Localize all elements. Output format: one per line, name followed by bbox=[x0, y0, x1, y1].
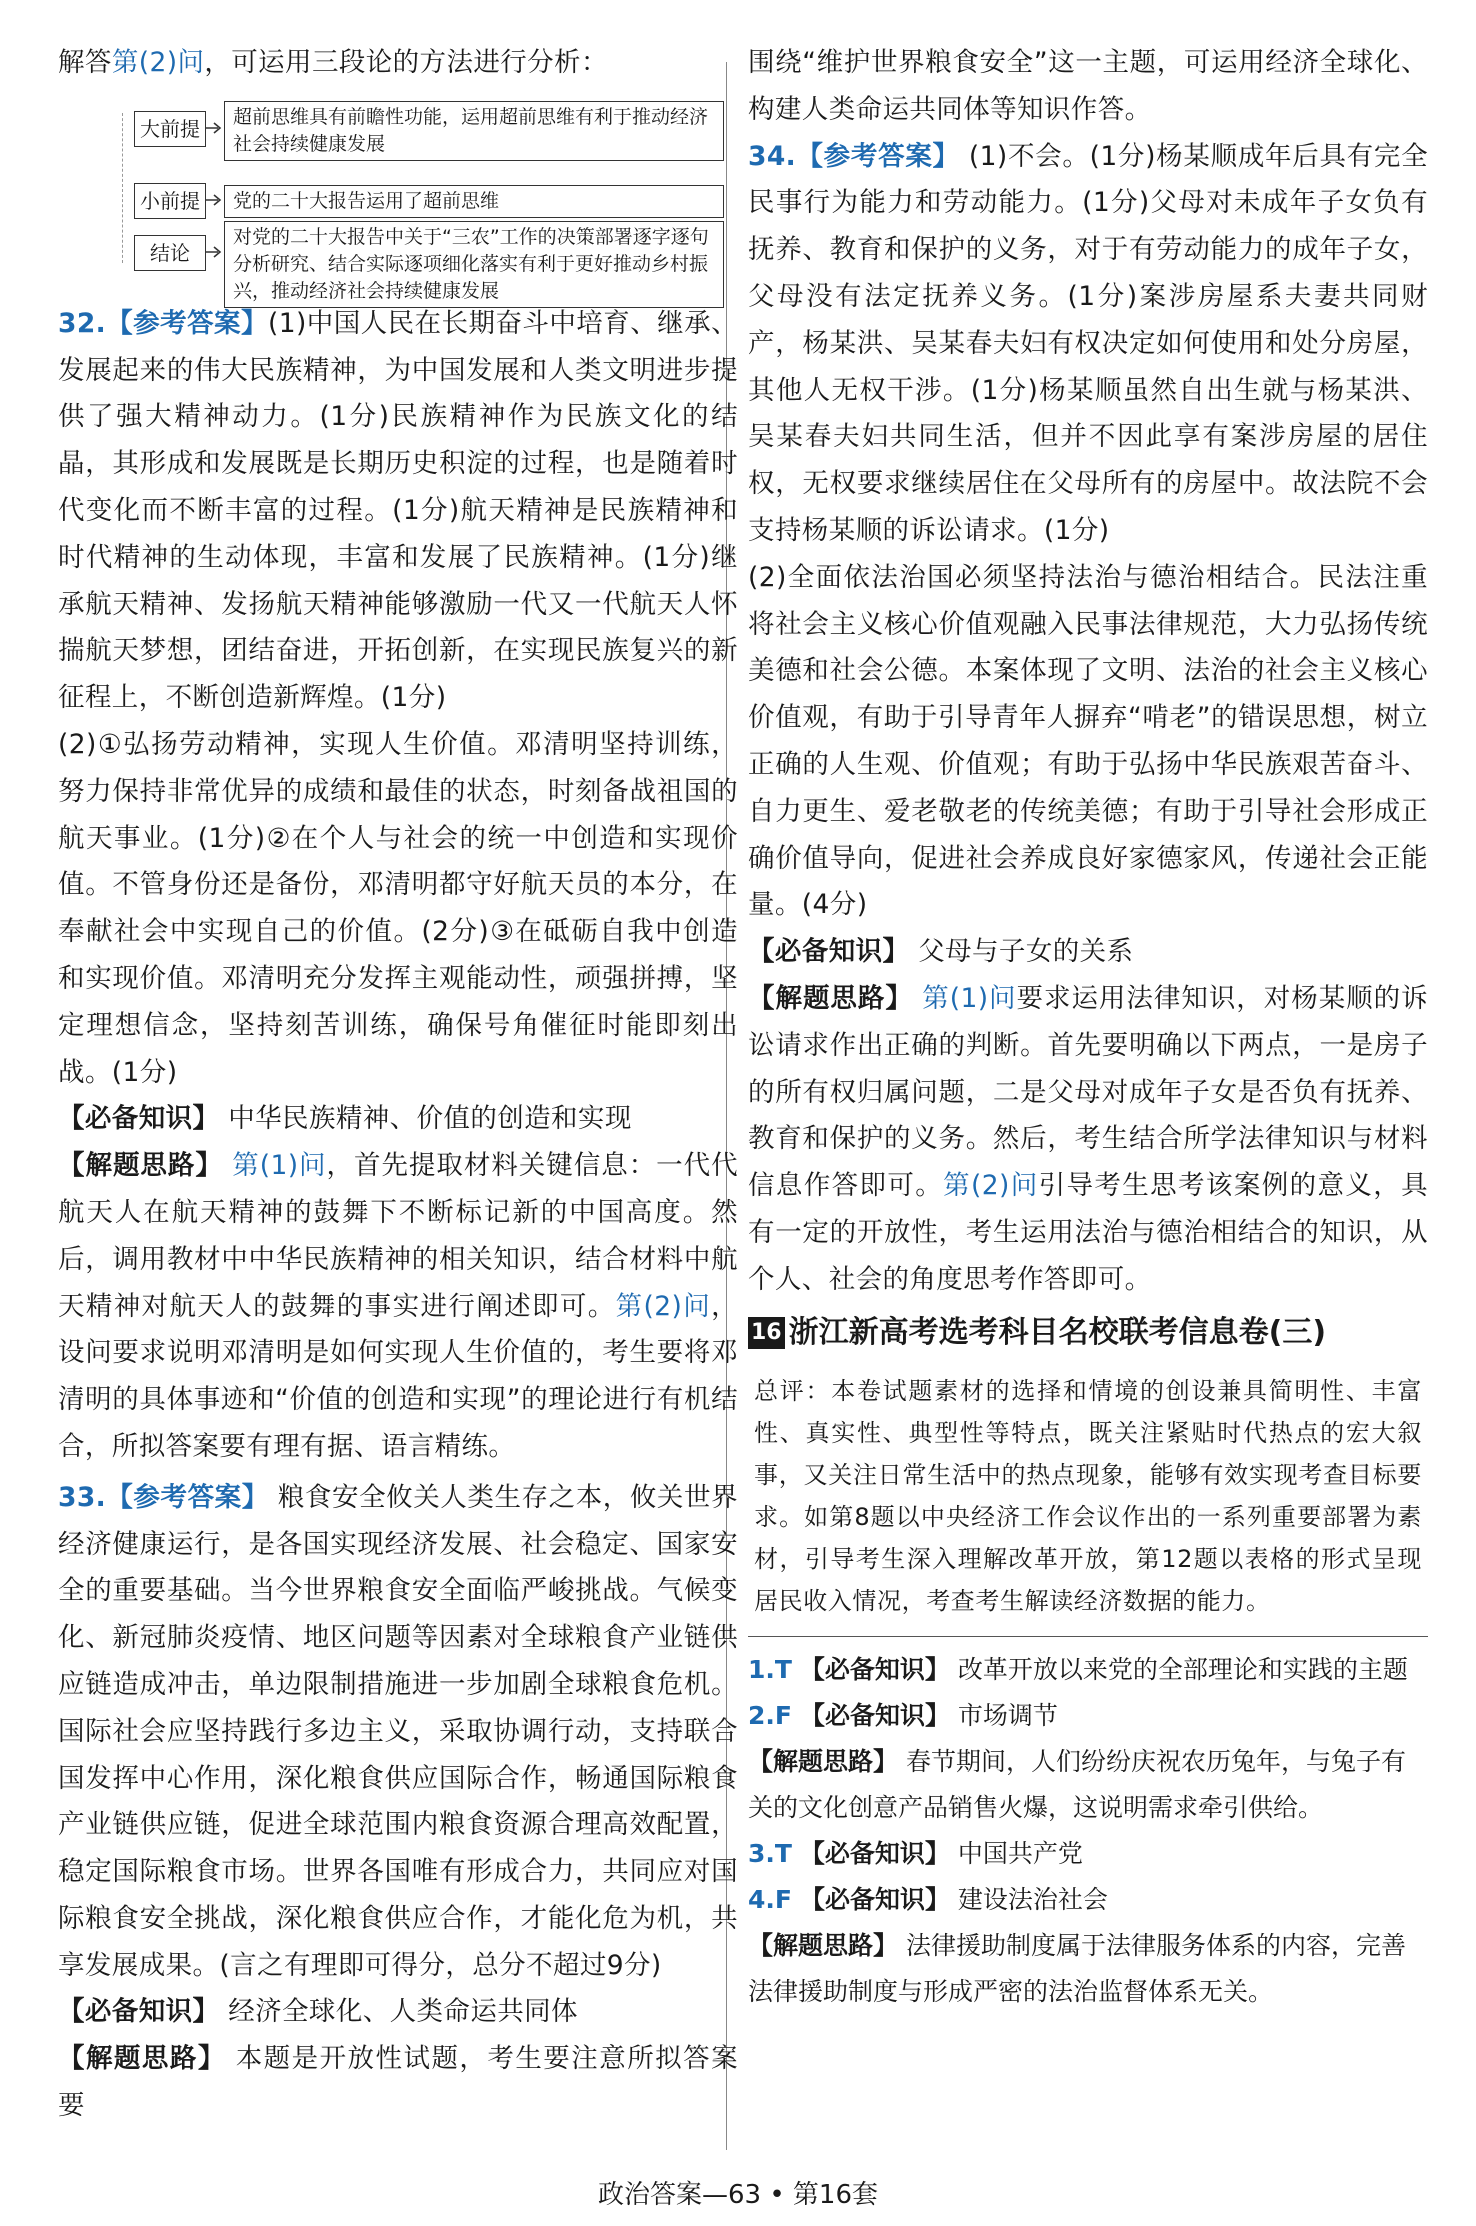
list-item: 【解题思路】 春节期间，人们纷纷庆祝农历兔年，与兔子有关的文化创意产品销售火爆，这说明需求牵引供给。 bbox=[748, 1746, 1406, 1822]
syllogism-intro: 解答第(2)问，可运用三段论的方法进行分析： bbox=[58, 47, 608, 78]
left-column bbox=[58, 40, 738, 2130]
paper-review: 总评：本卷试题素材的选择和情境的创设兼具简明性、丰富性、真实性、典型性等特点，既关注紧贴时代热点的宏大叙事，又关注日常生活中的热点现象，能够有效实现考查目标要求。如第8题以中央经济工作会议作出的一系列重要部署为素材，引导考生深入理解改革开放，第12题以表格的形式呈现居民收入情况，考查考生解读经济数据的能力。 bbox=[754, 1376, 1422, 1615]
arrow-right-icon bbox=[206, 245, 222, 259]
section-heading bbox=[748, 1310, 1428, 1356]
minor-premise-text: 党的二十大报告运用了超前思维 bbox=[224, 185, 724, 218]
list-item: 1.T 【必备知识】 改革开放以来党的全部理论和实践的主题 bbox=[748, 1654, 1408, 1684]
conclusion-label: 结论 bbox=[134, 235, 206, 271]
divider-rule bbox=[748, 1636, 1428, 1637]
q32-answer: 32.【参考答案】(1)中国人民在长期奋斗中培育、继承、发展起来的伟大民族精神，为中国发展和人类文明进步提供了强大精神动力。(1分)民族精神作为民族文化的结晶，其形成和发展既是长期历史积淀的过程，也是随着时代变化而不断丰富的过程。(1分)航天精神是民族精神和时代精神的生动体现，丰富和发展了民族精神。(1分)继承航天精神、发扬航天精神能够激励一代又一代航天人怀揣航天梦想，团结奋进，开拓创新，在实现民族复兴的新征程上，不断创造新辉煌。(1分) bbox=[58, 307, 738, 714]
q33-thinking-continued: 围绕“维护世界粮食安全”这一主题，可运用经济全球化、构建人类命运共同体等知识作答。 bbox=[748, 47, 1428, 125]
arrow-right-icon bbox=[206, 193, 222, 207]
q34-answer: 34.【参考答案】 (1)不会。(1分)杨某顺成年后具有完全民事行为能力和劳动能力。(1分)父母对未成年子女负有抚养、教育和保护的义务，对于有劳动能力的成年子女，父母没有法定抚养义务。(1分)案涉房屋系夫妻共同财产，杨某洪、吴某春夫妇有权决定如何使用和处分房屋，其他人无权干涉。(1分)杨某顺虽然自出生就与杨某洪、吴某春夫妇共同生活，但并不因此享有案涉房屋的居住权，无权要求继续居住在父母所有的房屋中。故法院不会支持杨某顺的诉讼请求。(1分) bbox=[748, 140, 1429, 546]
list-item: 【解题思路】 法律援助制度属于法律服务体系的内容，完善法律援助制度与形成严密的法治监督体系无关。 bbox=[748, 1930, 1406, 2006]
right-column bbox=[748, 40, 1428, 2015]
q34-knowledge: 【必备知识】 父母与子女的关系 bbox=[748, 936, 1134, 968]
q32-knowledge: 【必备知识】 中华民族精神、价值的创造和实现 bbox=[58, 1103, 632, 1135]
question-ref: 第(2)问 bbox=[111, 47, 205, 78]
page-footer: 政治答案—63 • 第16套 bbox=[597, 2180, 879, 2210]
q33-answer: 33.【参考答案】 粮食安全攸关人类生存之本，攸关世界经济健康运行，是各国实现经济发展、社会稳定、国家安全的重要基础。当今世界粮食安全面临严峻挑战。气候变化、新冠肺炎疫情、地区问题等因素对全球粮食产业链供应链造成冲击，单边限制措施进一步加剧全球粮食危机。国际社会应坚持践行多边主义，采取协调行动，支持联合国发挥中心作用，深化粮食供应国际合作，畅通国际粮食产业链供应链，促进全球范围内粮食资源合理高效配置，稳定国际粮食市场。世界各国唯有形成合力，共同应对国际粮食安全挑战，深化粮食供应合作，才能化危为机，共享发展成果。(言之有理即可得分，总分不超过9分) bbox=[58, 1481, 738, 1981]
syllogism-diagram bbox=[58, 93, 738, 302]
answer-list bbox=[748, 1647, 1428, 2015]
q34-thinking: 【解题思路】 第(1)问要求运用法律知识，对杨某顺的诉讼请求作出正确的判断。首先要明确以下两点，一是房子的所有权归属问题，二是父母对成年子女是否负有抚养、教育和保护的义务。然后，考生结合所学法律知识与材料信息作答即可。第(2)问引导考生思考该案例的意义，具有一定的开放性，考生运用法治与德治相结合的知识，从个人、社会的角度思考作答即可。 bbox=[748, 982, 1429, 1295]
arrow-right-icon bbox=[206, 121, 222, 135]
list-item: 3.T 【必备知识】 中国共产党 bbox=[748, 1838, 1083, 1868]
answer-tag: 【参考答案】 bbox=[106, 1481, 269, 1513]
q32-answer-part2: (2)①弘扬劳动精神，实现人生价值。邓清明坚持训练，努力保持非常优异的成绩和最佳的状态，时刻备战祖国的航天事业。(1分)②在个人与社会的统一中创造和实现价值。不管身份还是备份，邓清明都守好航天员的本分，在奉献社会中实现自己的价值。(2分)③在砥砺自我中创造和实现价值。邓清明充分发挥主观能动性，顽强拼搏，坚定理想信念，坚持刻苦训练，确保号角催征时能即刻出战。(1分) bbox=[58, 728, 738, 1088]
question-number: 33. bbox=[58, 1481, 107, 1513]
diagram-connector bbox=[122, 113, 124, 263]
section-title: 浙江新高考选考科目名校联考信息卷(三) bbox=[788, 1314, 1327, 1350]
q32-thinking: 【解题思路】 第(1)问，首先提取材料关键信息：一代代航天人在航天精神的鼓舞下不断标记新的中国高度。然后，调用教材中中华民族精神的相关知识，结合材料中航天精神对航天人的鼓舞的事实进行阐述即可。第(2)问，设问要求说明邓清明是如何实现人生价值的，考生要将邓清明的具体事迹和“价值的创造和实现”的理论进行有机结合，所拟答案要有理有据、语言精练。 bbox=[58, 1150, 739, 1462]
answer-tag: 【参考答案】 bbox=[796, 140, 960, 172]
conclusion-text: 对党的二十大报告中关于“三农”工作的决策部署逐字逐句分析研究、结合实际逐项细化落实有利于更好推动乡村振兴，推动经济社会持续健康发展 bbox=[224, 221, 724, 308]
list-item: 4.F 【必备知识】 建设法治社会 bbox=[748, 1884, 1108, 1914]
major-premise-text: 超前思维具有前瞻性功能，运用超前思维有利于推动经济社会持续健康发展 bbox=[224, 101, 724, 161]
question-number: 34. bbox=[748, 140, 797, 172]
question-number: 32. bbox=[58, 307, 107, 339]
q34-answer-part2: (2)全面依法治国必须坚持法治与德治相结合。民法注重将社会主义核心价值观融入民事法律规范，大力弘扬传统美德和社会公德。本案体现了文明、法治的社会主义核心价值观，有助于引导青年人摒弃“啃老”的错误思想，树立正确的人生观、价值观；有助于弘扬中华民族艰苦奋斗、自力更生、爱老敬老的传统美德；有助于引导社会形成正确价值导向，促进社会养成良好家德家风，传递社会正能量。(4分) bbox=[748, 561, 1428, 921]
q33-thinking: 【解题思路】 本题是开放性试题，考生要注意所拟答案要 bbox=[58, 2043, 738, 2122]
answer-tag: 【参考答案】 bbox=[106, 307, 268, 339]
minor-premise-label: 小前提 bbox=[134, 183, 206, 219]
list-item: 2.F 【必备知识】 市场调节 bbox=[748, 1700, 1058, 1730]
section-number-badge: 16 bbox=[748, 1317, 785, 1349]
q33-knowledge: 【必备知识】 经济全球化、人类命运共同体 bbox=[58, 1996, 578, 2028]
major-premise-label: 大前提 bbox=[134, 111, 206, 147]
